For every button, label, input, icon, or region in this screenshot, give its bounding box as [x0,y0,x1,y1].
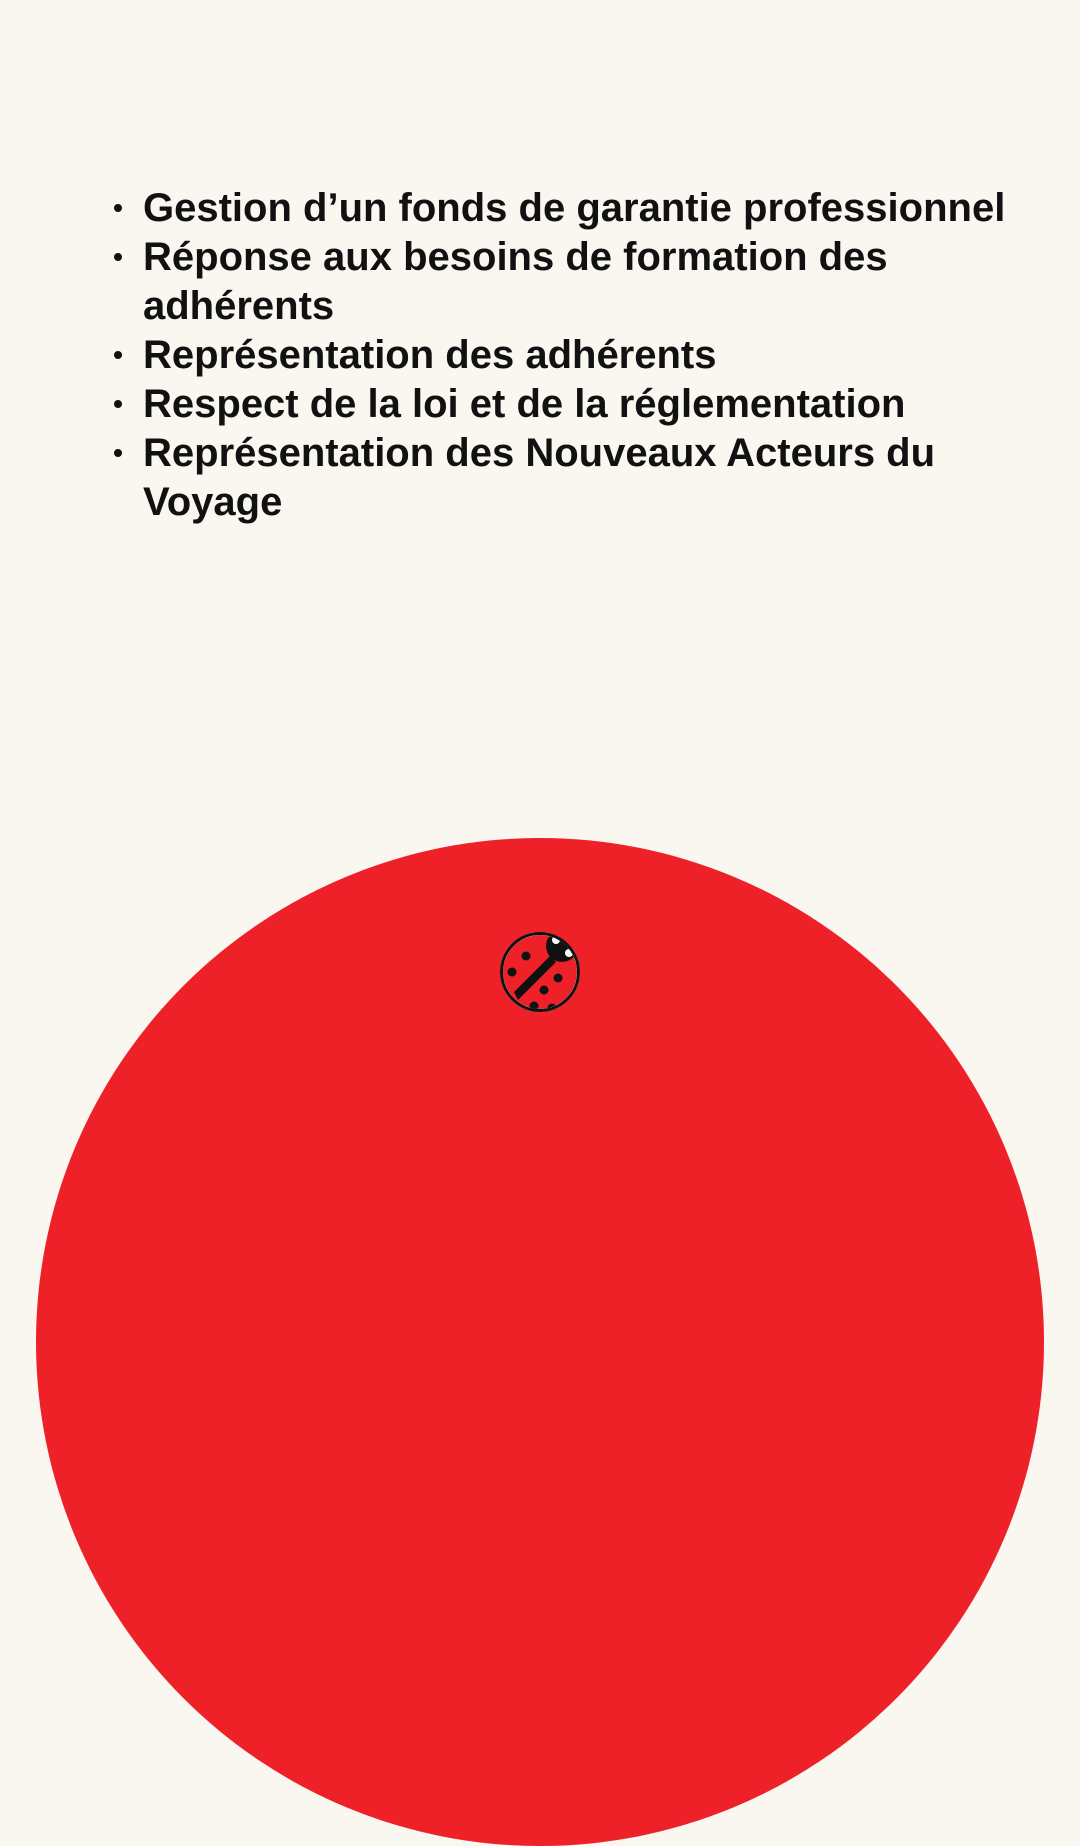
list-item-text: Gestion d’un fonds de garantie professionnel [143,186,1006,230]
bullet-list [112,184,1012,527]
list-item-text: Respect de la loi et de la réglementation [143,382,906,426]
bullet-icon [114,253,122,261]
list-item [112,331,1012,380]
ladybug-icon [498,930,582,1014]
bullet-icon [114,351,122,359]
list-item [112,184,1012,233]
list-item-text: Représentation des Nouveaux Acteurs du Voyage [143,431,936,524]
list-item-text: Représentation des adhérents [143,333,717,377]
list-item [112,380,1012,429]
bullet-icon [114,204,122,212]
list-item [112,429,1012,527]
bullet-icon [114,400,122,408]
content-area [112,184,1012,527]
list-item [112,233,1012,331]
bullet-icon [114,449,122,457]
list-item-text: Réponse aux besoins de formation des adhérents [143,235,888,328]
